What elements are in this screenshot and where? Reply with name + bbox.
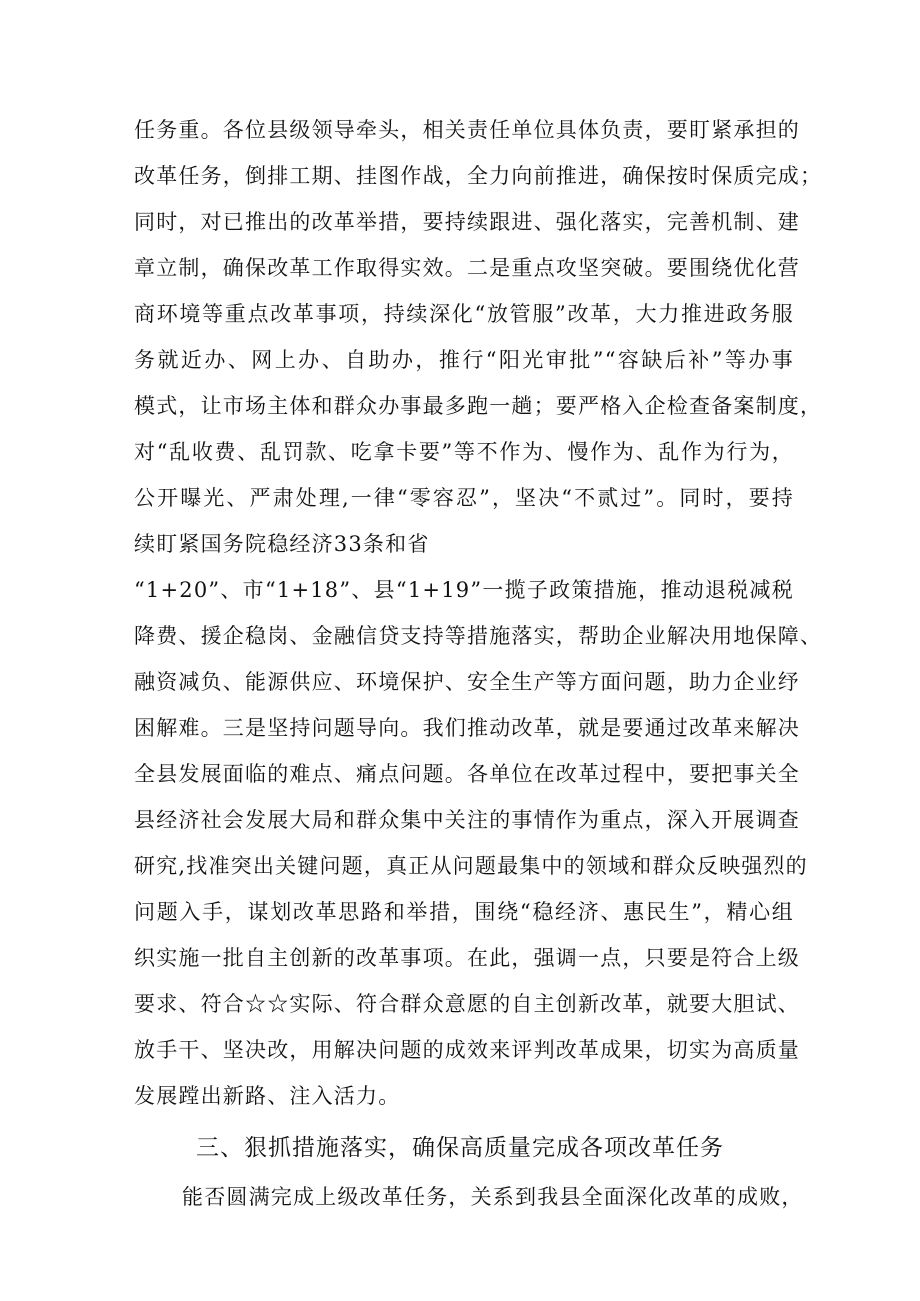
text-line: 发展蹚出新路、注入活力。 xyxy=(134,1084,401,1108)
text-line: 融资减负、能源供应、环境保护、安全生产等方面问题，助力企业纾 xyxy=(134,670,800,694)
text-line: 务就近办、网上办、自助办，推行“阳光审批”“容缺后补”等办事 xyxy=(134,348,794,372)
text-line: 织实施一批自主创新的改革事项。在此，强调一点，只要是符合上级 xyxy=(134,946,800,970)
text-line: 要求、符合☆☆实际、符合群众意愿的自主创新改革，就要大胆试、 xyxy=(134,992,800,1016)
text-line: 任务重。各位县级领导牵头，相关责任单位具体负责，要盯紧承担的 xyxy=(134,118,800,142)
text-line: 降费、援企稳岗、金融信贷支持等措施落实，帮助企业解决用地保障、 xyxy=(134,624,823,648)
text-line: 对“乱收费、乱罚款、吃拿卡要”等不作为、慢作为、乱作为行为， xyxy=(134,440,794,464)
text-line: 同时，对已推出的改革举措，要持续跟进、强化落实，完善机制、建 xyxy=(134,210,800,234)
text-line: “1+20”、市“1+18”、县“1+19”一揽子政策措施，推动退税减税 xyxy=(134,578,794,602)
text-line: 困解难。三是坚持问题导向。我们推动改革，就是要通过改革来解决 xyxy=(134,716,800,740)
text-line: 研究,找准突出关键问题，真正从问题最集中的领域和群众反映强烈的 xyxy=(134,854,808,878)
text-line: 县经济社会发展大局和群众集中关注的事情作为重点，深入开展调查 xyxy=(134,808,800,832)
text-line: 续盯紧国务院稳经济33条和省 xyxy=(134,532,430,556)
section-heading: 三、狠抓措施落实，确保高质量完成各项改革任务 xyxy=(196,1135,724,1161)
text-line: 全县发展面临的难点、痛点问题。各单位在改革过程中，要把事关全 xyxy=(134,762,800,786)
text-line: 问题入手，谋划改革思路和举措，围绕“稳经济、惠民生”，精心组 xyxy=(134,900,794,924)
text-line: 改革任务，倒排工期、挂图作战，全力向前推进，确保按时保质完成； xyxy=(134,164,823,188)
text-line: 模式，让市场主体和群众办事最多跑一趟；要严格入企检查备案制度， xyxy=(134,394,823,418)
text-line: 放手干、坚决改，用解决问题的成效来评判改革成果，切实为高质量 xyxy=(134,1038,800,1062)
text-line: 商环境等重点改革事项，持续深化“放管服”改革，大力推进政务服 xyxy=(134,302,794,326)
text-line: 公开曝光、严肃处理,一律“零容忍”，坚决“不贰过”。同时，要持 xyxy=(134,486,794,510)
text-line: 能否圆满完成上级改革任务，关系到我县全面深化改革的成败， xyxy=(182,1185,804,1209)
text-line: 章立制，确保改革工作取得实效。二是重点攻坚突破。要围绕优化营 xyxy=(134,256,800,280)
